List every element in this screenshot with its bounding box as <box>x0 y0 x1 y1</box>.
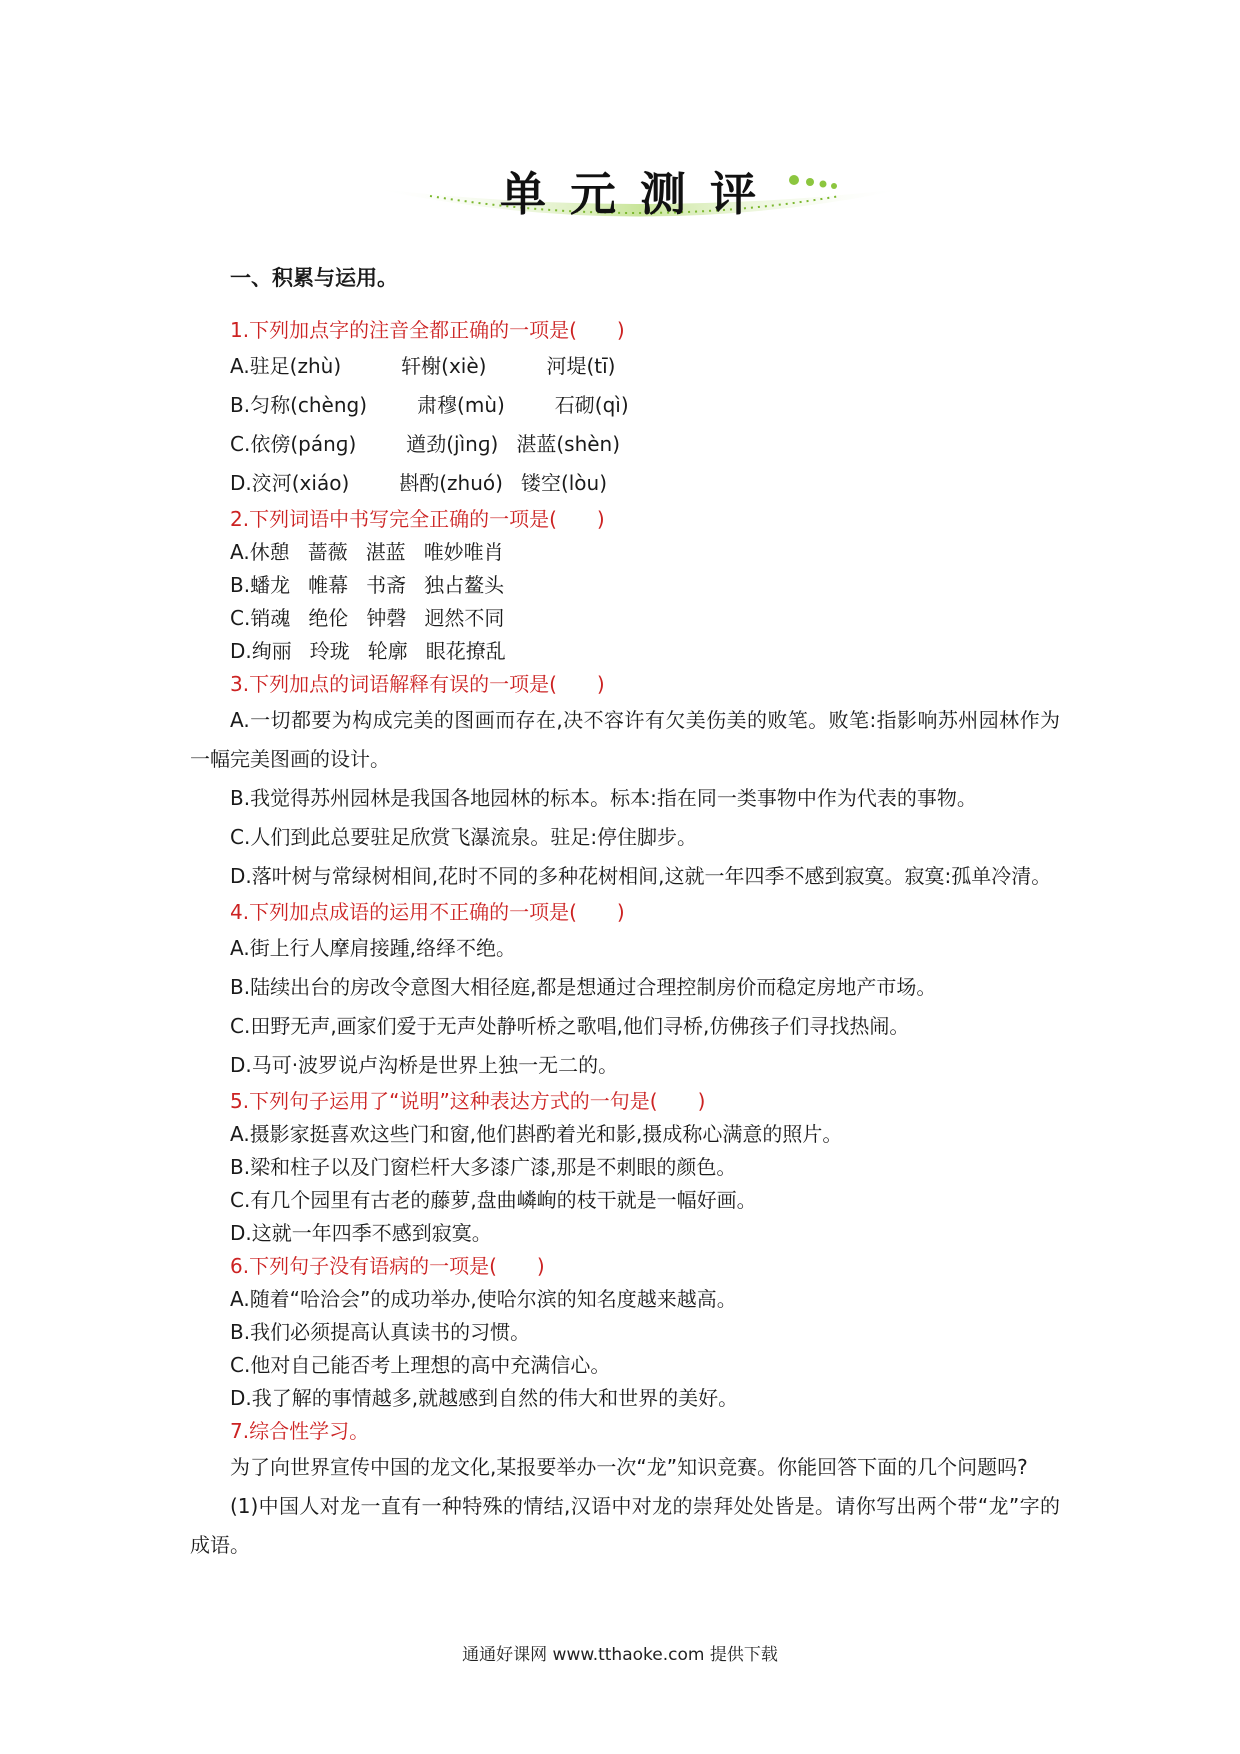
question-1-option-b: B.匀称(chèng) 肃穆(mù) 石砌(qì) <box>230 393 629 417</box>
title-banner <box>370 150 910 240</box>
question-1-stem: 1.下列加点字的注音全都正确的一项是( ) <box>230 318 625 342</box>
question-6-option-a: A.随着“哈洽会”的成功举办,使哈尔滨的知名度越来越高。 <box>230 1287 737 1311</box>
question-2-stem: 2.下列词语中书写完全正确的一项是( ) <box>230 507 605 531</box>
question-6-option-c: C.他对自己能否考上理想的高中充满信心。 <box>230 1353 611 1377</box>
question-6-option-b: B.我们必须提高认真读书的习惯。 <box>230 1320 531 1344</box>
page-footer: 通通好课网 www.tthaoke.com 提供下载 <box>462 1645 778 1665</box>
question-3-option-a: A.一切都要为构成完美的图画而存在,决不容许有欠美伤美的败笔。败笔:指影响苏州园林作为一幅完美图画的设计。 <box>190 708 1060 771</box>
question-4-option-b: B.陆续出台的房改令意图大相径庭,都是想通过合理控制房价而稳定房地产市场。 <box>230 975 937 999</box>
page-title: 单元测评 <box>500 167 780 221</box>
question-3-option-b: B.我觉得苏州园林是我国各地园林的标本。标本:指在同一类事物中作为代表的事物。 <box>230 786 977 810</box>
question-2-option-c: C.销魂 绝伦 钟磬 迥然不同 <box>230 606 505 630</box>
question-1-option-a: A.驻足(zhù) 轩榭(xiè) 河堤(tī) <box>230 354 616 378</box>
question-1-option-c: C.依傍(pánɡ) 遒劲(jìnɡ) 湛蓝(shèn) <box>230 432 621 456</box>
question-6-option-d: D.我了解的事情越多,就越感到自然的伟大和世界的美好。 <box>230 1386 739 1410</box>
question-2-option-a: A.休憩 蔷薇 湛蓝 唯妙唯肖 <box>230 540 504 564</box>
question-5-option-b: B.梁和柱子以及门窗栏杆大多漆广漆,那是不刺眼的颜色。 <box>230 1155 737 1179</box>
question-4-option-d: D.马可·波罗说卢沟桥是世界上独一无二的。 <box>230 1053 619 1077</box>
question-5-option-d: D.这就一年四季不感到寂寞。 <box>230 1221 492 1245</box>
question-2-option-d: D.绚丽 玲珑 轮廓 眼花撩乱 <box>230 639 506 663</box>
question-3-stem: 3.下列加点的词语解释有误的一项是( ) <box>230 672 605 696</box>
question-4-stem: 4.下列加点成语的运用不正确的一项是( ) <box>230 900 625 924</box>
section-title: 一、积累与运用。 <box>230 266 398 290</box>
question-5-option-c: C.有几个园里有古老的藤萝,盘曲嶙峋的枝干就是一幅好画。 <box>230 1188 757 1212</box>
document-body <box>190 262 1060 1565</box>
question-1-option-d: D.洨河(xiáo) 斟酌(zhuó) 镂空(lòu) <box>230 471 608 495</box>
question-4-option-a: A.街上行人摩肩接踵,络绎不绝。 <box>230 936 517 960</box>
question-7-intro: 为了向世界宣传中国的龙文化,某报要举办一次“龙”知识竞赛。你能回答下面的几个问题吗? <box>230 1455 1028 1479</box>
question-2-option-b: B.蟠龙 帷幕 书斋 独占鳌头 <box>230 573 505 597</box>
question-7-sub-1: (1)中国人对龙一直有一种特殊的情结,汉语中对龙的崇拜处处皆是。请你写出两个带“龙”字的成语。 <box>190 1494 1060 1557</box>
question-3-option-c: C.人们到此总要驻足欣赏飞瀑流泉。驻足:停住脚步。 <box>230 825 698 849</box>
question-5-stem: 5.下列句子运用了“说明”这种表达方式的一句是( ) <box>230 1089 706 1113</box>
question-5-option-a: A.摄影家挺喜欢这些门和窗,他们斟酌着光和影,摄成称心满意的照片。 <box>230 1122 843 1146</box>
question-3-option-d: D.落叶树与常绿树相间,花时不同的多种花树相间,这就一年四季不感到寂寞。寂寞:孤单冷清。 <box>230 864 1052 888</box>
question-7-stem: 7.综合性学习。 <box>230 1419 370 1443</box>
question-6-stem: 6.下列句子没有语病的一项是( ) <box>230 1254 545 1278</box>
question-4-option-c: C.田野无声,画家们爱于无声处静听桥之歌唱,他们寻桥,仿佛孩子们寻找热闹。 <box>230 1014 910 1038</box>
